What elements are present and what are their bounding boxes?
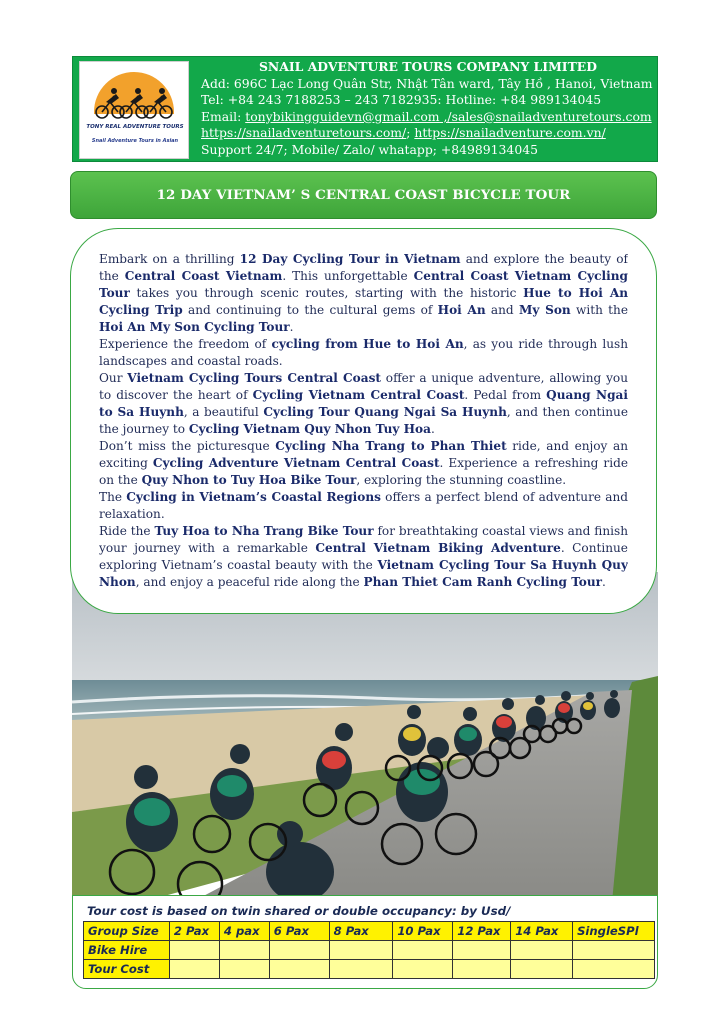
description-text: .	[430, 422, 435, 436]
description-text: offer a unique adventure, allowing you to discover the heart of	[99, 371, 628, 402]
description-text: . Continue exploring Vietnam’s coastal beauty with the	[99, 541, 628, 572]
description-paragraph	[99, 336, 628, 370]
description-keyword: Cycling Vietnam Central Coast	[252, 388, 465, 402]
company-name: SNAIL ADVENTURE TOURS COMPANY LIMITED	[258, 59, 597, 74]
email-link-tony[interactable]: tonybikingguidevn@gmail.com	[245, 108, 440, 124]
description-keyword: Central Vietnam Biking Adventure	[315, 541, 561, 555]
description-text: . Experience a refreshing ride on the	[99, 456, 628, 487]
tour-cost-table	[83, 921, 655, 979]
cyclists-logo-icon	[92, 82, 178, 120]
cost-cell	[329, 941, 393, 960]
tour-title: 12 DAY VIETNAM’ S CENTRAL COAST BICYCLE TOUR	[156, 187, 571, 203]
cost-column-header: 10 Pax	[393, 922, 453, 941]
cost-column-header: 8 Pax	[329, 922, 393, 941]
photo-illustration	[72, 572, 658, 902]
description-keyword: 12 Day Cycling Tour in Vietnam	[239, 252, 461, 266]
description-text: , exploring the stunning coastline.	[356, 473, 567, 487]
description-text: .	[289, 320, 294, 334]
description-text: for breathtaking coastal views and finish your journey with a remarkable	[99, 524, 628, 555]
company-header	[72, 56, 658, 162]
cost-column-header: 12 Pax	[453, 922, 511, 941]
description-text: . This unforgettable	[282, 269, 414, 283]
email-link-sales[interactable]: /sales@snailadventuretours.com	[447, 108, 652, 124]
description-paragraph	[99, 523, 628, 591]
cost-column-header: Group Size	[84, 922, 170, 941]
description-keyword: Cycling in Vietnam’s Coastal Regions	[126, 490, 381, 504]
website-separator: ;	[406, 125, 415, 141]
tour-description	[99, 251, 628, 609]
description-keyword: Hoi An My Son Cycling Tour	[99, 320, 290, 334]
description-keyword: My Son	[519, 303, 571, 317]
description-keyword: Cycling Nha Trang to Phan Thiet	[275, 439, 507, 453]
description-keyword: cycling from Hue to Hoi An	[271, 337, 464, 351]
description-paragraph	[99, 370, 628, 438]
description-text: Ride the	[99, 524, 155, 538]
description-keyword: Vietnam Cycling Tours Central Coast	[127, 371, 381, 385]
cost-cell	[393, 960, 453, 979]
description-keyword: Hue to Hoi An Cycling Trip	[99, 286, 628, 317]
tour-description-box	[70, 228, 657, 614]
description-keyword: Quy Nhon to Tuy Hoa Bike Tour	[141, 473, 357, 487]
company-logo	[79, 61, 189, 159]
cost-cell	[393, 941, 453, 960]
company-websites	[201, 125, 655, 142]
description-keyword: Central Coast Vietnam Cycling Tour	[99, 269, 628, 300]
description-text: and explore the beauty of the	[99, 252, 628, 283]
description-text: . Pedal from	[464, 388, 547, 402]
description-text: , and then continue the journey to	[99, 405, 628, 436]
cost-table-row	[84, 960, 655, 979]
description-text: Our	[99, 371, 128, 385]
description-text: with the	[570, 303, 628, 317]
cost-cell	[169, 941, 219, 960]
cost-cell	[169, 960, 219, 979]
description-text: Experience the freedom of	[99, 337, 272, 351]
cost-cell	[219, 941, 269, 960]
description-text: and continuing to the cultural gems of	[182, 303, 438, 317]
company-contact-info	[201, 59, 655, 159]
company-email-line	[201, 109, 655, 126]
cost-row-label: Bike Hire	[84, 941, 170, 960]
cost-cell	[269, 960, 329, 979]
description-keyword: Hoi An	[437, 303, 486, 317]
logo-text-secondary: Snail Adventure Tours in Asian	[91, 138, 179, 144]
cost-column-header: 14 Pax	[511, 922, 573, 941]
description-text: ride, and enjoy an exciting	[99, 439, 628, 470]
description-text: takes you through scenic routes, starting with the historic	[129, 286, 524, 300]
cost-column-header: SingleSPl	[573, 922, 655, 941]
description-text: Don’t miss the picturesque	[99, 439, 276, 453]
cost-cell	[269, 941, 329, 960]
cost-table-header-row	[84, 922, 655, 941]
company-support: Support 24/7; Mobile/ Zalo/ whatapp; +84989134045	[201, 141, 538, 157]
tour-title-banner	[70, 171, 657, 219]
cost-cell	[511, 941, 573, 960]
description-keyword: Central Coast Vietnam	[124, 269, 283, 283]
description-keyword: Quang Ngai to Sa Huynh	[99, 388, 628, 419]
website-link-1[interactable]: https://snailadventuretours.com/	[201, 125, 407, 141]
email-separator: ,	[439, 108, 448, 124]
description-keyword: Cycling Tour Quang Ngai Sa Huynh	[263, 405, 507, 419]
cost-cell	[453, 941, 511, 960]
cost-cell	[573, 941, 655, 960]
description-text: .	[602, 575, 606, 589]
description-text: , as you ride through lush landscapes and coastal roads.	[99, 337, 628, 368]
tour-cost-section	[72, 895, 658, 989]
description-keyword: Vietnam Cycling Tour Sa Huynh Quy Nhon	[99, 558, 628, 589]
website-link-2[interactable]: https://snailadventure.com.vn/	[414, 125, 606, 141]
description-text: offers a perfect blend of adventure and relaxation.	[99, 490, 628, 521]
cost-cell	[453, 960, 511, 979]
description-keyword: Phan Thiet Cam Ranh Cycling Tour	[363, 575, 603, 589]
description-paragraph	[99, 489, 628, 523]
cost-cell	[573, 960, 655, 979]
description-keyword: Cycling Vietnam Quy Nhon Tuy Hoa	[188, 422, 431, 436]
description-text: , and enjoy a peaceful ride along the	[135, 575, 364, 589]
cyclists-coastal-road-photo	[72, 572, 658, 902]
description-text: and	[485, 303, 519, 317]
description-keyword: Tuy Hoa to Nha Trang Bike Tour	[154, 524, 374, 538]
description-paragraph	[99, 438, 628, 489]
company-address: Add: 696C Lạc Long Quân Str, Nhật Tân ward, Tây Hồ , Hanoi, Vietnam	[201, 75, 653, 91]
description-keyword: Cycling Adventure Vietnam Central Coast	[152, 456, 440, 470]
cost-column-header: 4 pax	[219, 922, 269, 941]
cost-cell	[219, 960, 269, 979]
cost-row-label: Tour Cost	[84, 960, 170, 979]
cost-cell	[329, 960, 393, 979]
cost-table-row	[84, 941, 655, 960]
description-text: , a beautiful	[183, 405, 264, 419]
description-text: The	[99, 490, 127, 504]
email-label: Email:	[201, 108, 246, 124]
cost-column-header: 2 Pax	[169, 922, 219, 941]
description-text: Embark on a thrilling	[99, 252, 240, 266]
logo-text-primary: TONY REAL ADVENTURE TOURS	[86, 124, 184, 130]
cost-column-header: 6 Pax	[269, 922, 329, 941]
description-paragraph	[99, 251, 628, 336]
company-phone: Tel: +84 243 7188253 – 243 7182935: Hotline: +84 989134045	[201, 92, 602, 108]
cost-caption: Tour cost is based on twin shared or double occupancy: by Usd/	[87, 904, 511, 918]
cost-cell	[511, 960, 573, 979]
